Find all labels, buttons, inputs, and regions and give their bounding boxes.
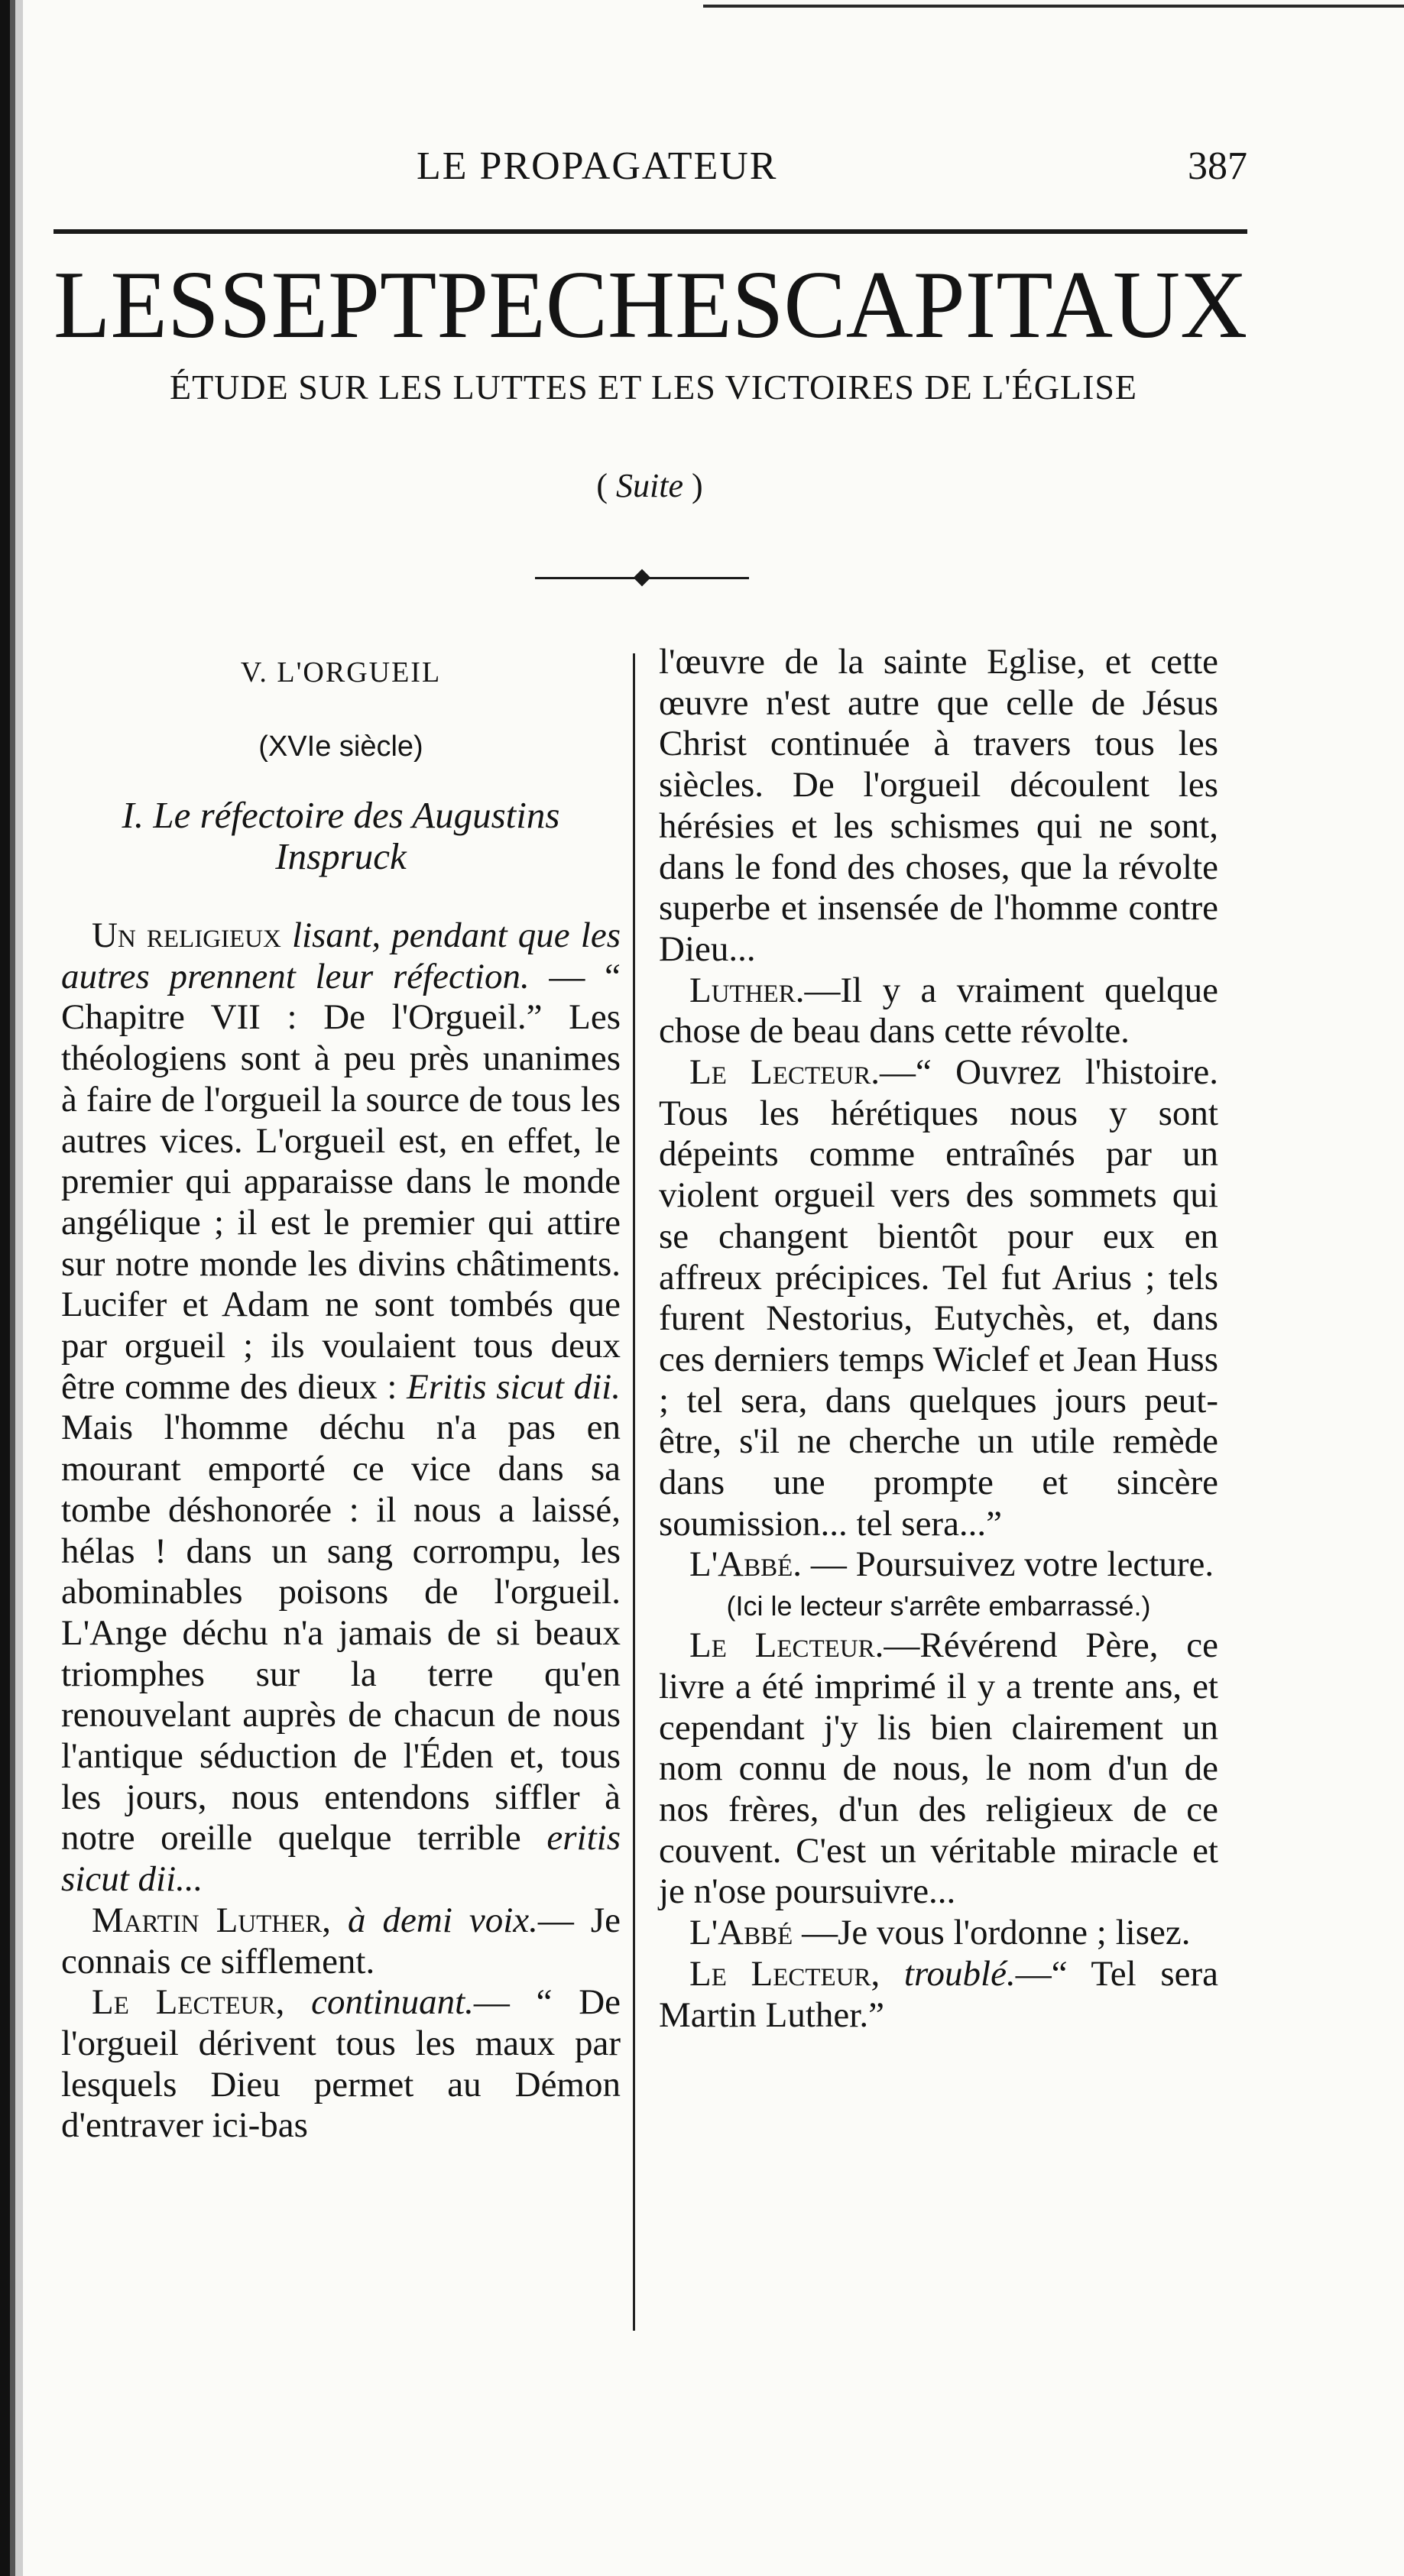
- paren-open: (: [596, 467, 616, 504]
- paragraph: [61, 915, 621, 1900]
- paragraph: [659, 1913, 1218, 1954]
- speaker: Le Lecteur,: [689, 1953, 880, 1994]
- paragraph-text: —“ Tel sera Martin Luther.”: [659, 1953, 1218, 2035]
- speaker: Le Lecteur.: [689, 1052, 880, 1093]
- speaker: Martin Luther,: [92, 1900, 332, 1940]
- paragraph: [61, 1982, 621, 2147]
- paragraph-text: — “ Chapitre VII : De l'Orgueil.” Les théologiens sont à peu près unanimes à faire de l'orgueil la source de tous les autres vices. L'orgueil est, en effet, le premier qui apparaisse dans le monde angélique ; il est le premier qui attire sur notre monde les divins châtiments. Lucifer et Adam ne sont tombés que par orgueil ; ils voulaient tous deux être comme des dieux :: [61, 956, 621, 1407]
- article-subtitle: ÉTUDE SUR LES LUTTES ET LES VICTOIRES DE L'ÉGLISE: [169, 368, 1138, 407]
- paragraph-text: —Il y a vraiment quelque chose de beau dans cette révolte.: [659, 970, 1218, 1051]
- paren-close: ): [683, 467, 703, 504]
- paragraph: [659, 1052, 1218, 1544]
- stage-direction: troublé.: [880, 1953, 1016, 1994]
- title-word: LES: [54, 252, 219, 358]
- paragraph: [659, 1625, 1218, 1913]
- continuation-note: [459, 466, 841, 505]
- speaker: Le Lecteur.: [689, 1625, 884, 1666]
- scene-heading: I. Le réfectoire des Augustins Inspruck: [122, 794, 560, 877]
- speaker: Le Lecteur,: [92, 1982, 285, 2023]
- paragraph-text: l'œuvre de la sainte Eglise, et cette œuvre n'est autre que celle de Jésus Christ continuée à travers tous les siècles. De l'orgueil découlent les hérésies et les schismes qui ne sont, dans le fond des choses, que la révolte superbe et insensée de l'homme contre Dieu...: [659, 642, 1218, 969]
- suite-label: Suite: [616, 467, 683, 504]
- section-heading: V. L'ORGUEIL: [240, 656, 442, 689]
- speaker: L'Abbé: [689, 1913, 793, 1953]
- paragraph-text: —Je vous l'ordonne ; lisez.: [793, 1913, 1191, 1953]
- stage-direction: continuant.: [284, 1982, 474, 2023]
- latin-quote: Eritis sicut dii.: [397, 1366, 621, 1407]
- paragraph: [659, 1544, 1218, 1586]
- stage-direction: lisant, pendant que les autres prennent leur réfection.: [61, 915, 621, 996]
- paragraph-text: —“ Ouvrez l'histoire. Tous les hérétiques nous y sont dépeints comme entraînés par un violent orgueil vers des sommets qui se changent bientôt pour eux en affreux précipices. Tel fut Arius ; tels furent Nestorius, Eutychès, et, dans ces derniers temps Wiclef et Jean Huss ; tel sera, dans quelques jours peut-être, s'il ne cherche un utile remède dans une prompte et sincère soumission... tel sera...”: [659, 1052, 1219, 1544]
- paragraph-text: — Poursuivez votre lecture.: [802, 1544, 1214, 1585]
- paragraph-text: —Révérend Père, ce livre a été imprimé il y a trente ans, et cependant j'y lis bien clairement un nom connu de nous, le nom d'un de nos frères, d'un des religieux de ce couvent. C'est un véritable miracle et je n'ose poursuivre...: [659, 1625, 1218, 1912]
- running-title: LE PROPAGATEUR: [417, 144, 778, 188]
- paragraph: [659, 1954, 1218, 2036]
- column-rule: [633, 653, 635, 2331]
- top-edge-rule: [703, 5, 1404, 8]
- stage-direction: à demi voix.: [331, 1900, 538, 1940]
- latin-quote: eritis sicut dii...: [61, 1818, 621, 1900]
- speaker: L'Abbé.: [689, 1544, 803, 1585]
- title-word: SEPT: [219, 252, 437, 358]
- speaker: Luther.: [689, 970, 805, 1010]
- paragraph: [61, 1900, 621, 1982]
- ornament-divider: [535, 577, 749, 579]
- paragraph: [659, 970, 1218, 1052]
- speaker: Un religieux: [92, 915, 281, 955]
- paragraph: [659, 642, 1218, 970]
- right-column: [659, 642, 1218, 2036]
- article-title: [54, 252, 1248, 359]
- title-word: PECHES: [436, 252, 784, 358]
- header-rule: [54, 229, 1247, 234]
- era-label: (XVIe siècle): [258, 731, 423, 763]
- page-number: 387: [1188, 144, 1247, 188]
- title-word: CAPITAUX: [783, 252, 1248, 358]
- left-column: [61, 642, 621, 2147]
- stage-direction-line: (Ici le lecteur s'arrête embarrassé.): [726, 1590, 1151, 1622]
- book-spine-shadow: [0, 0, 23, 2576]
- paragraph-text: — Je connais ce sifflement.: [61, 1900, 621, 1981]
- paragraph-text: Mais l'homme déchu n'a pas en mourant emporté ce vice dans sa tombe déshonorée : il nous a laissé, hélas ! dans un sang corrompu, les abominables poisons de l'orgueil. L'Ange déchu n'a jamais de si beaux triomphes sur la terre qu'en renouvelant auprès de chacun de nous l'antique séduction de l'Éden et, tous les jours, nous entendons siffler à notre oreille quelque terrible: [61, 1408, 621, 1858]
- paragraph-text: — “ De l'orgueil dérivent tous les maux par lesquels Dieu permet au Démon d'entraver ici-bas: [61, 1982, 621, 2146]
